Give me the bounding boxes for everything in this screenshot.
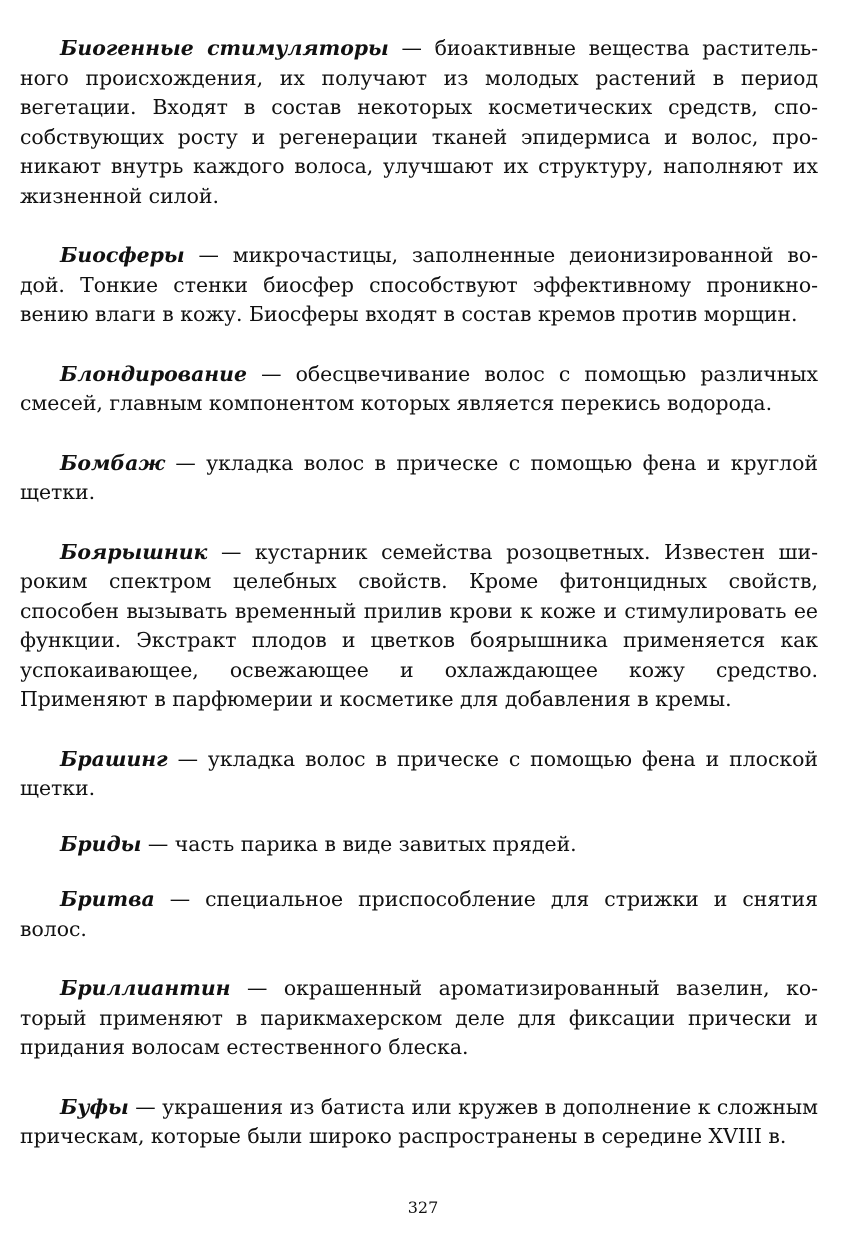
entry-term: Боярышник [60,539,208,564]
entry-puffs [20,1093,818,1152]
entry-term: Бомбаж [60,450,165,475]
entry-definition: — микрочастицы, заполненные деионизированной водой. Тонкие стенки биосфер способствуют эффективному проникновению влаги в кожу. Биосферы входят в состав кремов против морщин. [20,243,818,326]
entry-hawthorn [20,538,818,715]
entry-definition: — часть парика в виде завитых прядей. [147,831,577,856]
entry-brushing [20,745,818,804]
entry-razor [20,885,818,944]
entry-definition: — окрашенный ароматизированный вазелин, который применяют в парикмахерском деле для фиксации прически и придания волосам естественного блеска. [20,976,818,1059]
entry-biogenic-stimulators [20,34,818,211]
entry-definition: — биоактивные вещества растительного происхождения, их получают из молодых растений в период вегетации. Входят в состав некоторых косметических средств, способствующих росту и регенерации тканей эпидермиса и волос, проникают внутрь каждого волоса, улучшают их структуру, наполняют их жизненной силой. [20,36,819,208]
entry-definition: — укладка волос в прическе с помощью фена и плоской щетки. [20,746,818,800]
dictionary-page [20,34,818,1194]
entry-term: Брашинг [60,746,168,771]
entry-definition: — обесцвечивание волос с помощью различных смесей, главным компонентом которых является перекись водорода. [20,361,818,415]
entry-brides [20,830,818,860]
entry-term: Биогенные стимуляторы [60,36,389,60]
entry-term: Буфы [60,1094,129,1119]
entry-definition: — кустарник семейства розоцветных. Известен широким спектром целебных свойств. Кроме фитонцидных свойств, способен вызывать временный прилив крови к коже и стимулировать ее функции. Экстракт плодов и цветков боярышника применяется как успокаивающее, освежающее и охлаждающее кожу средство. Применяют в парфюмерии и косметике для добавления в кремы. [20,539,818,711]
entry-blonding [20,360,818,419]
entry-term: Бритва [60,887,155,911]
entry-term: Бриды [60,831,142,856]
entry-definition: — украшения из батиста или кружев в дополнение к сложным прическам, которые были широко распространены в середине XVIII в. [20,1094,819,1148]
entry-bombage [20,449,818,508]
entry-term: Блондирование [60,361,247,386]
entry-biospheres [20,241,818,330]
page-number: 327 [407,1198,439,1217]
entry-definition: — специальное приспособление для стрижки и снятия волос. [20,887,818,941]
entry-definition: — укладка волос в прическе с помощью фена и круглой щетки. [20,450,819,504]
entry-term: Биосферы [60,243,185,267]
entry-term: Бриллиантин [60,976,231,1000]
entry-brilliantine [20,974,818,1063]
